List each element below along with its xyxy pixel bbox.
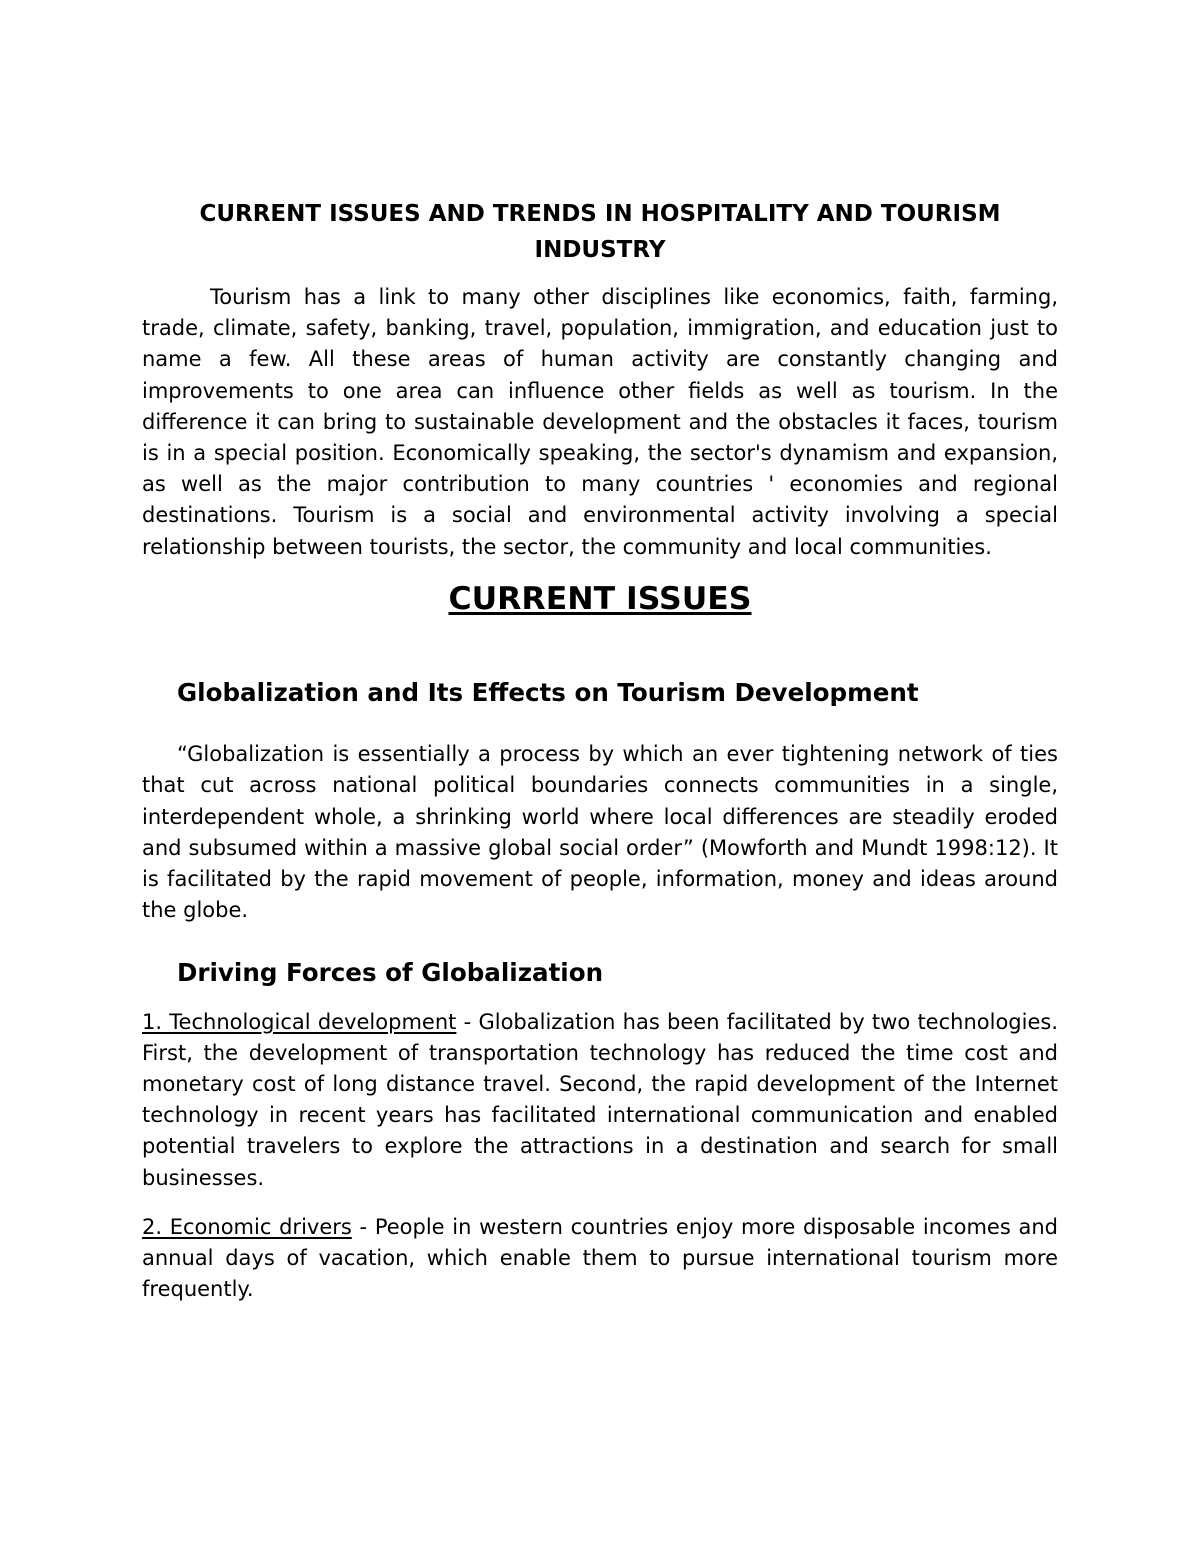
driver-title-economic: 2. Economic drivers xyxy=(142,1214,352,1239)
globalization-heading: Globalization and Its Effects on Tourism Development xyxy=(177,678,919,708)
driver-separator: - xyxy=(456,1009,479,1034)
intro-paragraph: Tourism has a link to many other disciplines like economics, faith, farming, trade, climate, safety, banking, travel, population, immigration, and education just to name a few. All these areas of human activity are constantly changing and improvements to one area can influence other fields as well as tourism. In the difference it can bring to sustainable development and the obstacles it faces, tourism is in a special position. Economically speaking, the sector's dynamism and expansion, as well as the major contribution to many countries ' economies and regional destinations. Tourism is a social and environmental activity involving a special relationship between tourists, the sector, the community and local communities. xyxy=(142,285,1058,559)
globalization-quote-paragraph: “Globalization is essentially a process by which an ever tightening network of ties that cut across national political boundaries connects communities in a single, interdependent whole, a shrinking world where local differences are steadily eroded and subsumed within a massive global social order” (Mowforth and Mundt 1998:12). It is facilitated by the rapid movement of people, information, money and ideas around the globe. xyxy=(142,742,1058,923)
driving-forces-heading: Driving Forces of Globalization xyxy=(177,958,604,988)
driver-text-technological: Globalization has been facilitated by two technologies. First, the development of transportation technology has reduced the time cost and monetary cost of long distance travel. Second, the rapid development of the Internet technology in recent years has facilitated international communication and enabled potential travelers to explore the attractions in a destination and search for small businesses. xyxy=(142,1009,1058,1190)
driver-title-technological: 1. Technological development xyxy=(142,1009,457,1034)
section-title-current-issues: CURRENT ISSUES xyxy=(448,580,752,617)
driver-item-technological xyxy=(142,1007,1058,1194)
driver-separator: - xyxy=(351,1214,375,1239)
document-title: CURRENT ISSUES AND TRENDS IN HOSPITALITY AND TOURISM INDUSTRY xyxy=(199,201,1001,263)
driver-item-economic xyxy=(142,1212,1058,1306)
driver-text-economic: People in western countries enjoy more disposable incomes and annual days of vacation, which enable them to pursue international tourism more frequently. xyxy=(142,1214,1059,1302)
document-page xyxy=(142,196,1058,1305)
